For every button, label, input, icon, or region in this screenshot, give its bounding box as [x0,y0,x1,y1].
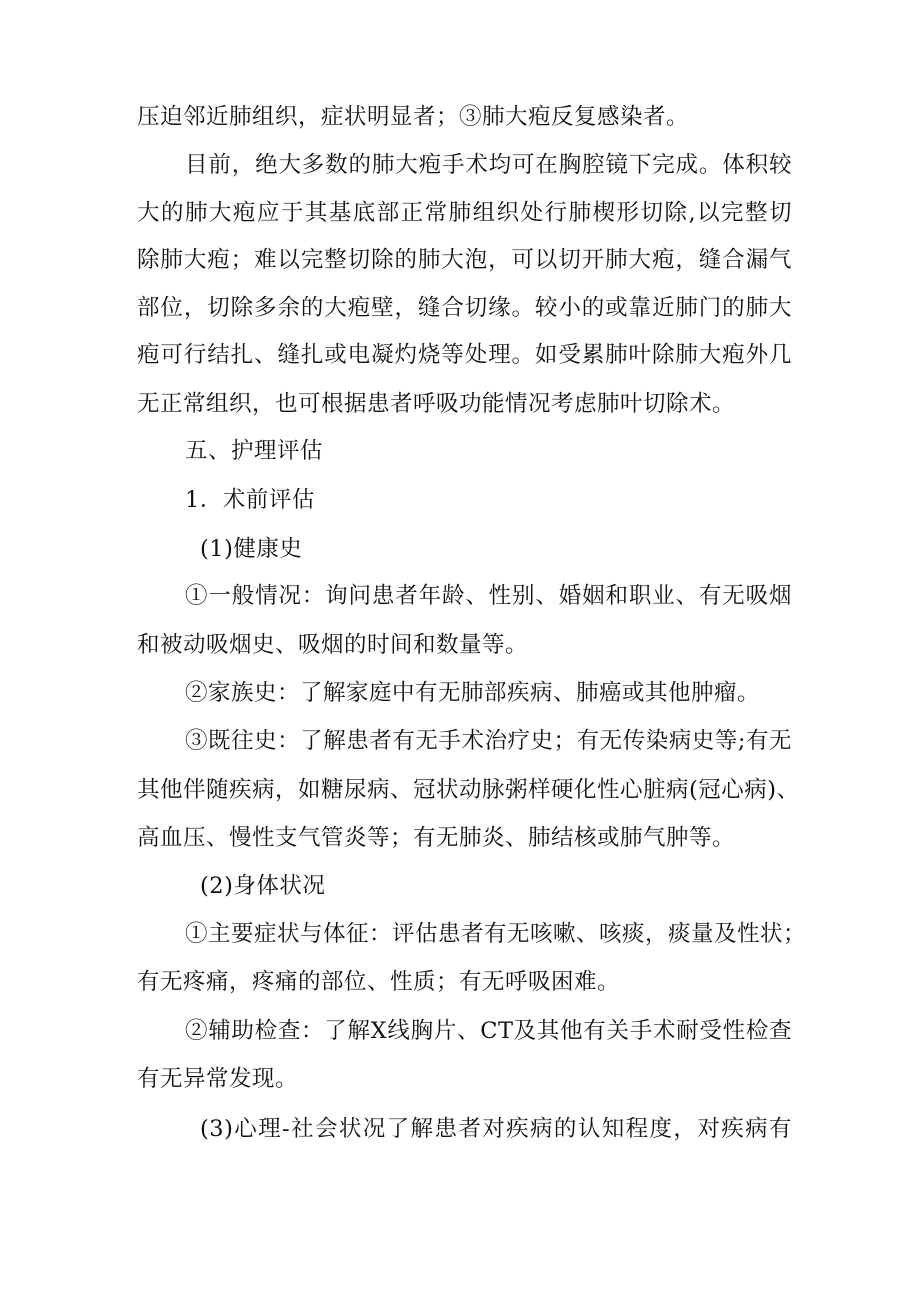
paragraph-line: 其他伴随疾病，如糖尿病、冠状动脉粥样硬化性心脏病(冠心病)、 [137,777,800,803]
subsection-heading: (2)身体状况 [200,873,326,899]
paragraph-line: 无正常组织，也可根据患者呼吸功能情况考虑肺叶切除术。 [137,391,736,417]
subsection-heading: 1．术前评估 [185,487,315,513]
subsection-heading: (1)健康史 [200,536,303,562]
paragraph-line: ②家族史：了解家庭中有无肺部疾病、肺癌或其他肿瘤。 [185,680,761,706]
paragraph-line: 和被动吸烟史、吸烟的时间和数量等。 [137,632,529,658]
paragraph-line: ③既往史：了解患者有无手术治疗史；有无传染病史等;有无 [185,728,792,754]
paragraph-line: 压迫邻近肺组织，症状明显者；③肺大疱反复感染者。 [137,104,690,130]
paragraph-line: 有无疼痛，疼痛的部位、性质；有无呼吸困难。 [137,969,621,995]
paragraph-line: 除肺大疱；难以完整切除的肺大泡，可以切开肺大疱，缝合漏气 [137,247,792,273]
paragraph-line: ①一般情况：询问患者年龄、性别、婚姻和职业、有无吸烟 [185,583,792,609]
paragraph-line: 目前，绝大多数的肺大疱手术均可在胸腔镜下完成。体积较 [185,152,792,178]
paragraph-line: 疱可行结扎、缝扎或电凝灼烧等处理。如受累肺叶除肺大疱外几 [137,342,792,368]
paragraph-line: ②辅助检查：了解X线胸片、CT及其他有关手术耐受性检查 [185,1018,792,1044]
paragraph-line: (3)心理-社会状况了解患者对疾病的认知程度，对疾病有 [200,1116,792,1142]
section-heading: 五、护理评估 [185,438,324,464]
paragraph-line: 部位，切除多余的大疱壁，缝合切缘。较小的或靠近肺门的肺大 [137,295,792,321]
paragraph-line: 高血压、慢性支气管炎等；有无肺炎、肺结核或肺气肿等。 [137,825,736,851]
paragraph-line: 大的肺大疱应于其基底部正常肺组织处行肺楔形切除,以完整切 [137,200,792,226]
paragraph-line: 有无异常发现。 [137,1066,299,1092]
paragraph-line: ①主要症状与体征：评估患者有无咳嗽、咳痰，痰量及性状； [185,921,807,947]
